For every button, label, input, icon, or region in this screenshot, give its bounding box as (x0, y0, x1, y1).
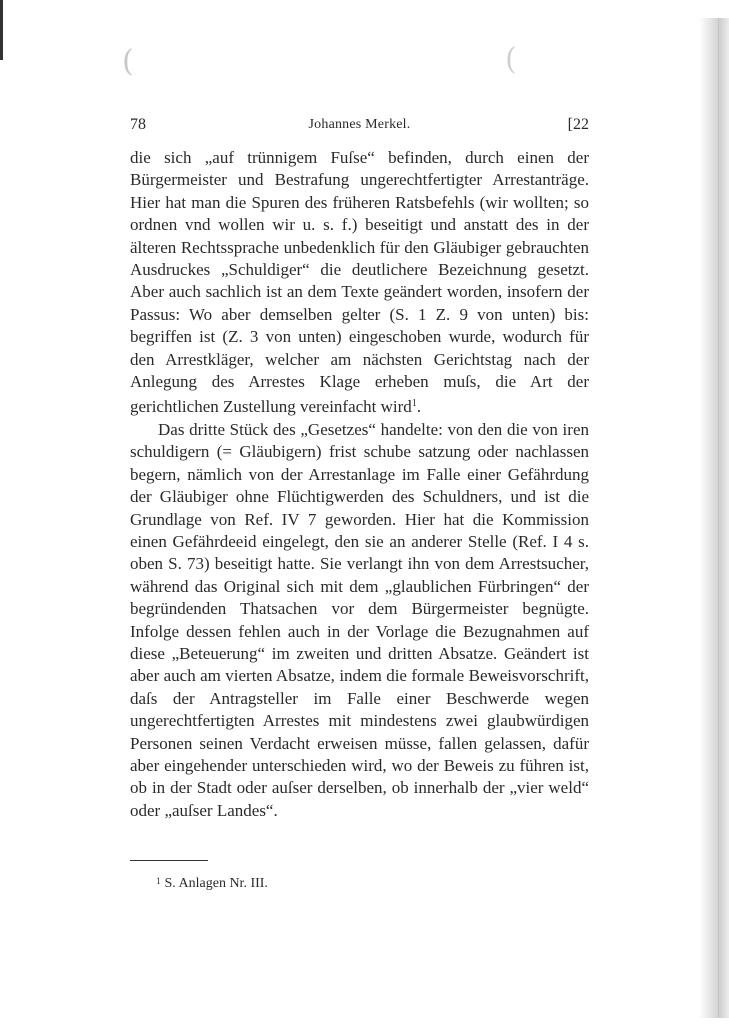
bleed-through-mark: ( (122, 44, 134, 79)
footnote (156, 876, 268, 892)
paragraph (130, 419, 589, 822)
paragraph-text: die sich „auf trünnigem Fuſse“ befinden, durch einen der Bürgermeister und Bestrafung ungerechtfertigter Arrestanträge. Hier hat man die Spuren des früheren Ratsbefehls (wir wollten; so ordnen vnd wollen wir u. s. f.) beseitigt und anstatt des in der älteren Rechtssprache unbedenklich für den Gläubiger gebrauchten Ausdruckes „Schuldiger“ die deutlichere Bezeichnung gesetzt. Aber auch sachlich ist an dem Texte geändert worden, insofern der Passus: Wo aber demselben gelter (S. 1 Z. 9 von unten) bis: begriffen ist (Z. 3 von unten) eingeschoben wurde, wodurch für den Arrestkläger, welcher am nächsten Gerichtstag nach der Anlegung des Arrestes Klage erheben muſs, die Art der gerichtlichen Zustellung vereinfacht wird (130, 148, 589, 417)
paragraph-end: . (416, 397, 422, 417)
body-text (130, 147, 589, 822)
paragraph (130, 147, 589, 419)
paragraph-text: Das dritte Stück des „Gesetzes“ handelte: von den die von iren schuldigern (= Gläubigern) frist schube satzung oder nachlassen begern, nämlich von der Arrestanlage im Falle einer Gefährdung der Gläubiger ohne Flüchtigwerden des Schuldners, und ist die Grundlage von Ref. IV 7 geworden. Hier hat die Kommission einen Gefährdeeid eingelegt, den sie an anderer Stelle (Ref. I 4 s. oben S. 73) beseitigt hatte. Sie verlangt ihn von dem Arrestsucher, während das Original sich mit dem „glaublichen Fürbringen“ der begründenden Thatsachen vor dem Bürgermeister begnügte. Infolge dessen fehlen auch in der Vorlage die Bezugnahmen auf diese „Beteuerung“ im zweiten und dritten Absatze. Geändert ist aber auch am vierten Absatze, indem die formale Beweisvorschrift, daſs der Antragsteller im Falle einer Beschwerde wegen ungerechtfertigten Arrestes mit mindestens zwei glaubwürdigen Personen seinen Verdacht erweisen müsse, fallen gelassen, dafür aber eingehender unterschieden wird, wo der Beweis zu führen ist, ob in der Stadt oder auſser derselben, ob innerhalb der „vier weld“ oder „auſser Landes“. (130, 419, 589, 820)
page-header (130, 116, 589, 138)
bleed-through-mark: ( (505, 42, 517, 77)
footnote-text: S. Anlagen Nr. III. (164, 876, 268, 891)
footnote-marker: 1 (156, 876, 161, 886)
running-title: Johannes Merkel. (308, 117, 411, 132)
footnote-reference: 1 (411, 398, 417, 410)
page-edge-shadow (699, 18, 729, 1018)
footnote-rule (130, 860, 208, 861)
scan-edge-mark (0, 0, 3, 60)
page-number: 78 (130, 116, 146, 133)
bracket-page-number: [22 (567, 116, 589, 133)
